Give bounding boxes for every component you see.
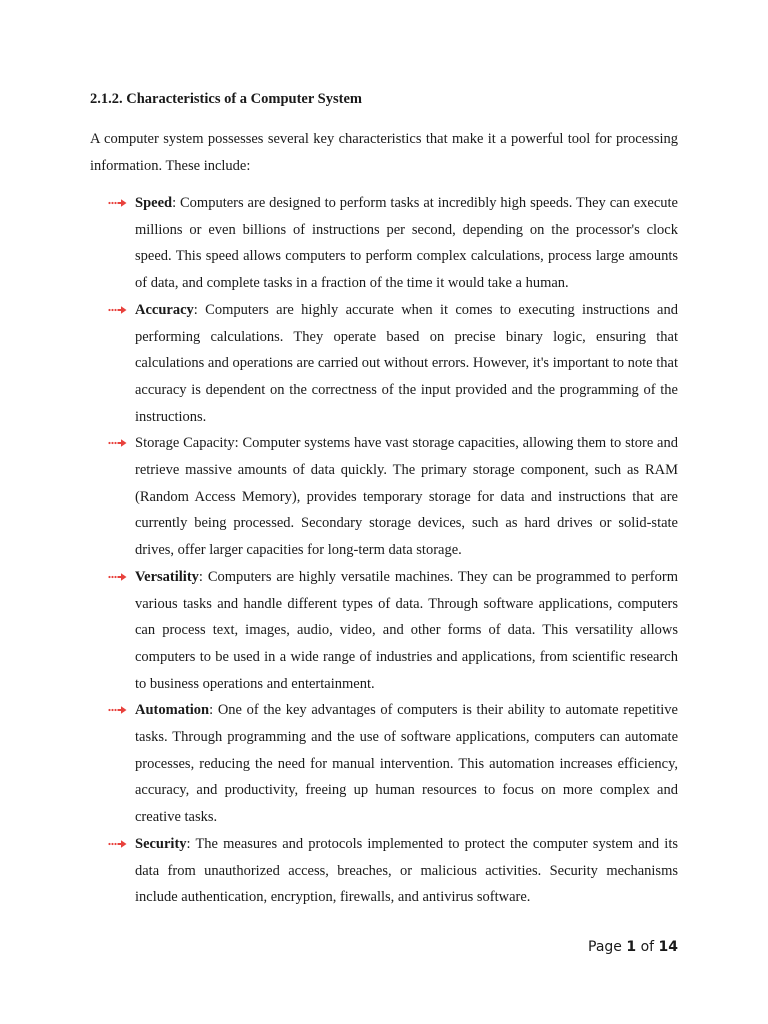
item-description: : Computers are highly versatile machines. They can be programmed to perform various tasks and handle different types of data. Through software applications, computers can process text, images, audio, video, and other forms of data. This versatility allows computers to be used in a wide range of industries and applications, from scientific research to business operations and entertainment.	[135, 568, 678, 692]
current-page-number: 1	[626, 939, 637, 955]
term-label: Versatility	[135, 568, 199, 585]
dotted-arrow-right-icon	[108, 304, 128, 316]
term-label: Speed	[135, 195, 173, 211]
list-item-accuracy	[108, 297, 678, 431]
dotted-arrow-right-icon	[108, 571, 128, 583]
item-description: : Computers are highly accurate when it comes to executing instructions and performing calculations. They operate based on precise binary logic, ensuring that calculations and operations are carried out without errors. However, it's important to note that accuracy is dependent on the correctness of the input provided and the programming of the instructions.	[135, 301, 678, 425]
term-label: Security	[135, 835, 187, 852]
total-pages-number: 14	[658, 939, 678, 955]
dotted-arrow-right-icon	[108, 838, 128, 850]
intro-paragraph: A computer system possesses several key characteristics that make it a powerful tool for processing information. These include:	[90, 131, 678, 174]
page-label: Page	[588, 939, 622, 955]
item-description: Storage Capacity: Computer systems have vast storage capacities, allowing them to store and retrieve massive amounts of data quickly. The primary storage component, such as RAM (Random Access Memory), provides temporary storage for data and instructions that are currently being processed. Secondary storage devices, such as hard drives or solid-state drives, offer larger capacities for long-term data storage.	[135, 435, 678, 559]
term-label: Accuracy	[135, 301, 194, 318]
section-heading: 2.1.2. Characteristics of a Computer System	[90, 91, 362, 107]
dotted-arrow-right-icon	[108, 437, 128, 449]
list-item-security	[108, 831, 678, 911]
item-description: : The measures and protocols implemented to protect the computer system and its data from unauthorized access, breaches, or malicious activities. Security mechanisms include authentication, encryption, firewalls, and antivirus software.	[135, 835, 678, 906]
dotted-arrow-right-icon	[108, 197, 128, 209]
of-label: of	[640, 939, 655, 955]
term-label: Automation	[135, 702, 210, 719]
dotted-arrow-right-icon	[108, 704, 128, 716]
list-item-automation	[108, 697, 678, 831]
list-item-versatility	[108, 564, 678, 698]
list-item-speed	[108, 190, 678, 297]
page-footer	[588, 939, 678, 955]
item-description: : Computers are designed to perform tasks at incredibly high speeds. They can execute millions or even billions of instructions per second, depending on the processor's clock speed. This speed allows computers to perform complex calculations, process large amounts of data, and complete tasks in a fraction of the time it would take a human.	[135, 195, 678, 292]
item-description: : One of the key advantages of computers is their ability to automate repetitive tasks. Through programming and the use of software applications, computers can automate processes, reducing the need for manual intervention. This automation increases efficiency, accuracy, and productivity, freeing up human resources to focus on more complex and creative tasks.	[135, 702, 678, 826]
list-item-storage-capacity	[108, 430, 678, 564]
characteristics-list	[108, 190, 678, 911]
